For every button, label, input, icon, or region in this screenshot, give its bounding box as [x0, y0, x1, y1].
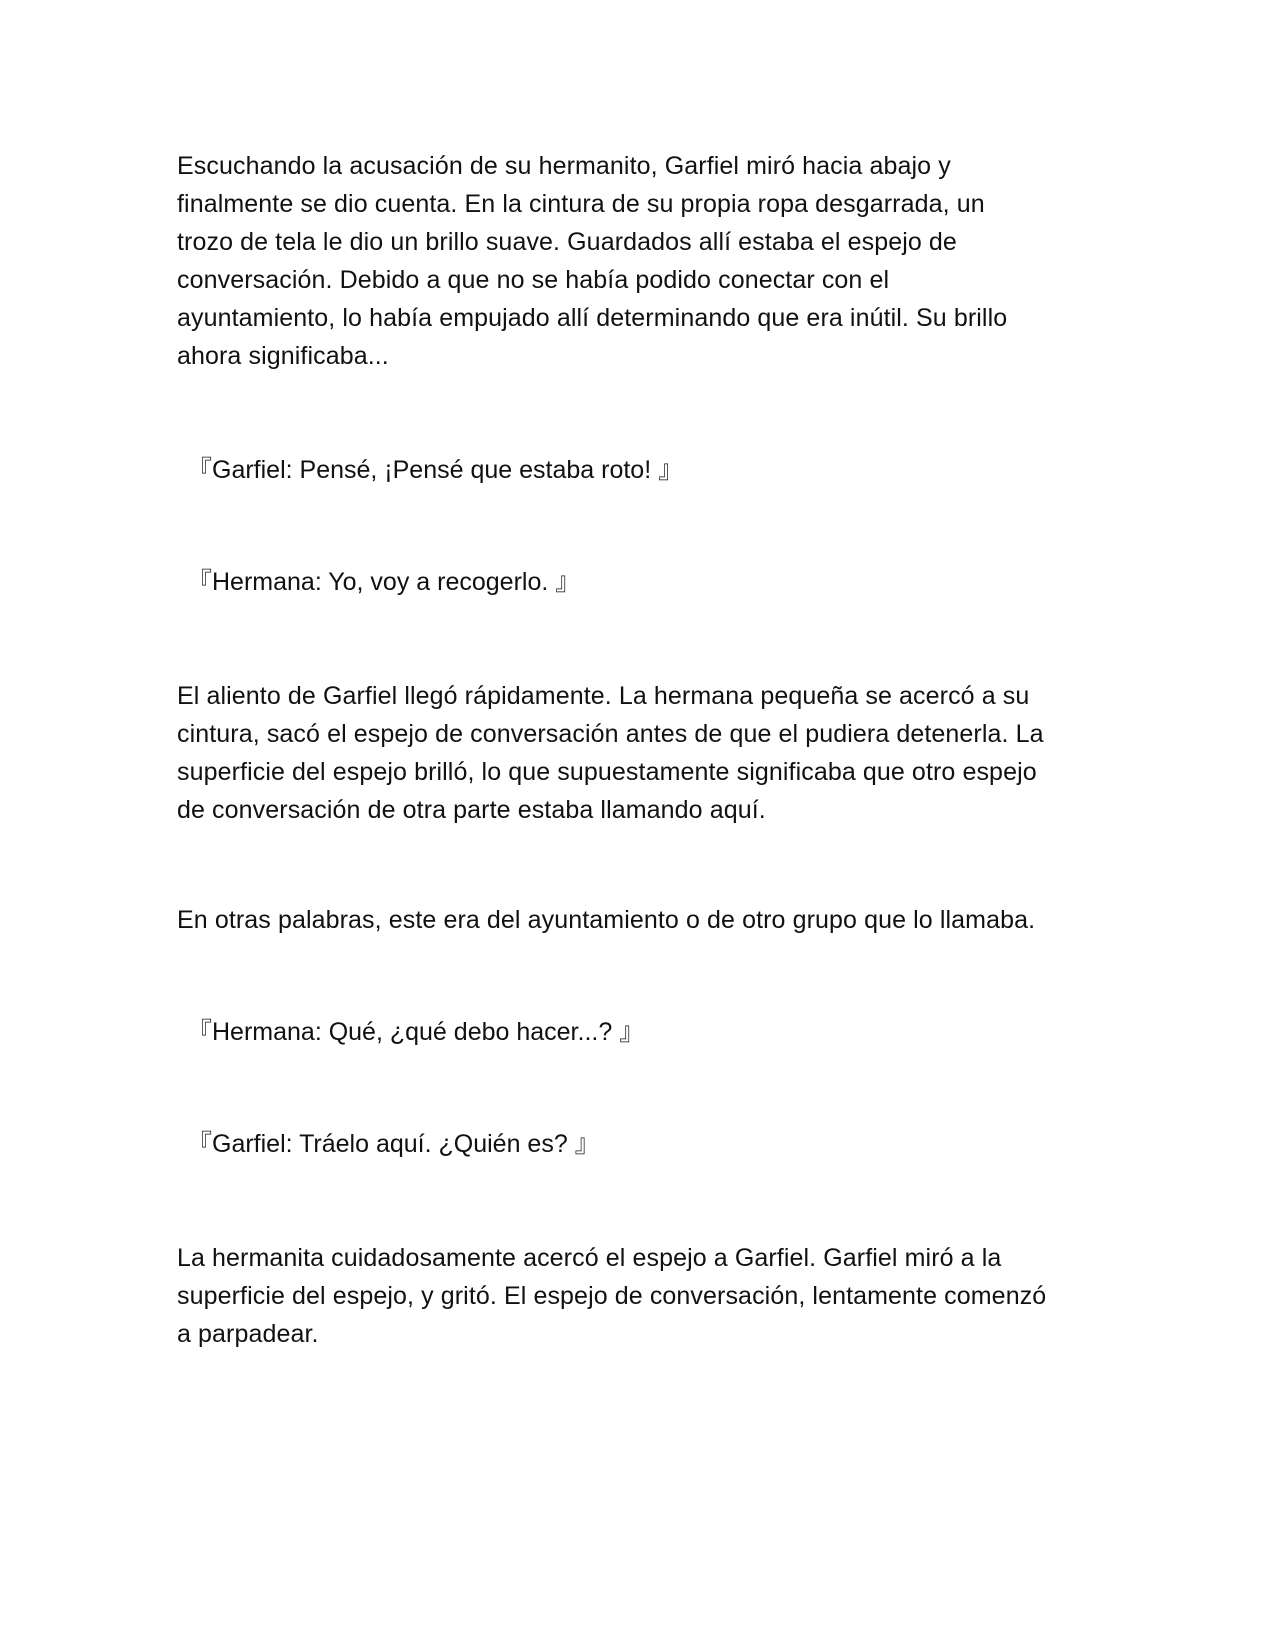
paragraph-2: El aliento de Garfiel llegó rápidamente. La hermana pequeña se acercó a su cintura, sacó el espejo de conversación antes de que el pudiera detenerla. La superficie del espejo brilló, lo que supuestamente significaba que otro espejo de conversación de otra parte estaba llamando aquí.	[177, 682, 1044, 824]
dialogue-line-garfiel-2: 『Garfiel: Tráelo aquí. ¿Quién es? 』	[187, 1130, 600, 1158]
dialogue-line-hermana-2: 『Hermana: Qué, ¿qué debo hacer...? 』	[187, 1018, 645, 1046]
dialogue-line-garfiel-1: 『Garfiel: Pensé, ¡Pensé que estaba roto! 』	[187, 456, 684, 484]
paragraph-1: Escuchando la acusación de su hermanito, Garfiel miró hacia abajo y finalmente se dio cuenta. En la cintura de su propia ropa desgarrada, un trozo de tela le dio un brillo suave. Guardados allí estaba el espejo de conversación. Debido a que no se había podido conectar con el ayuntamiento, lo había empujado allí determinando que era inútil. Su brillo ahora significaba...	[177, 152, 1008, 370]
dialogue-line-hermana-1: 『Hermana: Yo, voy a recogerlo. 』	[187, 568, 581, 596]
paragraph-4: La hermanita cuidadosamente acercó el espejo a Garfiel. Garfiel miró a la superficie del espejo, y gritó. El espejo de conversación, lentamente comenzó a parpadear.	[177, 1244, 1047, 1348]
paragraph-3: En otras palabras, este era del ayuntamiento o de otro grupo que lo llamaba.	[177, 906, 1036, 934]
